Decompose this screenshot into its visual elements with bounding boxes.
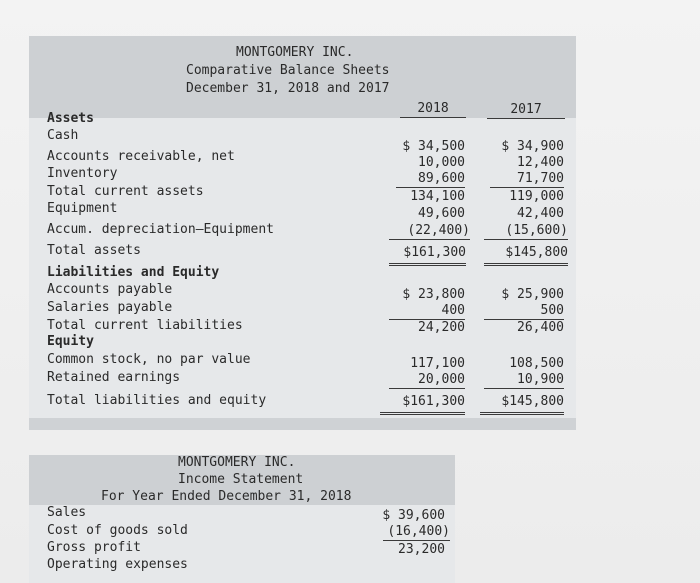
v2017-equipment: 42,400 — [517, 206, 564, 221]
is-value-sales: $ 39,600 — [382, 508, 445, 523]
is-company: MONTGOMERY INC. — [178, 455, 296, 470]
label-accum-dep: Accum. depreciation—Equipment — [47, 222, 274, 237]
v2017-salaries: 500 — [484, 303, 564, 320]
v2018-retained: 20,000 — [389, 372, 465, 389]
label-tle: Total liabilities and equity — [47, 393, 267, 408]
v2017-inventory: 71,700 — [490, 171, 564, 188]
is-value-gross-profit: 23,200 — [398, 542, 445, 557]
is-value-cogs: (16,400) — [383, 524, 450, 541]
v2017-ap: $ 25,900 — [501, 287, 564, 302]
v2018-tcl: 24,200 — [418, 320, 465, 335]
is-label-cogs: Cost of goods sold — [47, 523, 188, 538]
label-equipment: Equipment — [47, 201, 118, 216]
v2017-accum-dep: (15,600) — [484, 223, 568, 240]
v2017-common-stock: 108,500 — [509, 356, 564, 371]
is-label-opex: Operating expenses — [47, 557, 188, 572]
label-common-stock: Common stock, no par value — [47, 352, 251, 367]
v2018-salaries: 400 — [389, 303, 465, 320]
v2017-retained: 10,900 — [484, 372, 564, 389]
bs-col-2018: 2018 — [400, 101, 466, 118]
equity-heading: Equity — [47, 334, 94, 349]
v2018-tle: $161,300 — [380, 394, 465, 415]
v2018-total-assets: $161,300 — [389, 245, 466, 266]
is-label-sales: Sales — [47, 505, 87, 520]
liab-equity-heading: Liabilities and Equity — [47, 265, 220, 280]
is-period: For Year Ended December 31, 2018 — [101, 489, 352, 504]
balance-sheet-footer-band — [29, 418, 576, 430]
label-cash: Cash — [47, 128, 79, 143]
assets-heading: Assets — [47, 111, 94, 126]
v2018-tca: 134,100 — [410, 189, 465, 204]
label-salaries: Salaries payable — [47, 300, 173, 315]
v2018-common-stock: 117,100 — [410, 356, 465, 371]
v2017-ar: 12,400 — [517, 155, 564, 170]
label-inventory: Inventory — [47, 166, 118, 181]
label-tcl: Total current liabilities — [47, 318, 243, 333]
v2017-tcl: 26,400 — [517, 320, 564, 335]
label-retained: Retained earnings — [47, 370, 181, 385]
bs-date: December 31, 2018 and 2017 — [186, 81, 390, 96]
v2018-equipment: 49,600 — [418, 206, 465, 221]
bs-col-2017: 2017 — [487, 102, 565, 119]
is-title: Income Statement — [178, 472, 304, 487]
label-total-assets: Total assets — [47, 243, 141, 258]
bs-company: MONTGOMERY INC. — [236, 45, 354, 60]
is-label-gross-profit: Gross profit — [47, 540, 141, 555]
label-ar: Accounts receivable, net — [47, 149, 235, 164]
v2018-ar: 10,000 — [418, 155, 465, 170]
bs-title: Comparative Balance Sheets — [186, 63, 390, 78]
label-ap: Accounts payable — [47, 282, 173, 297]
v2017-total-assets: $145,800 — [484, 245, 568, 266]
v2018-ap: $ 23,800 — [402, 287, 465, 302]
v2017-cash: $ 34,900 — [501, 139, 564, 154]
label-tca: Total current assets — [47, 184, 204, 199]
v2017-tca: 119,000 — [509, 189, 564, 204]
v2017-tle: $145,800 — [480, 394, 564, 415]
v2018-accum-dep: (22,400) — [389, 223, 470, 240]
v2018-inventory: 89,600 — [396, 171, 465, 188]
v2018-cash: $ 34,500 — [402, 139, 465, 154]
